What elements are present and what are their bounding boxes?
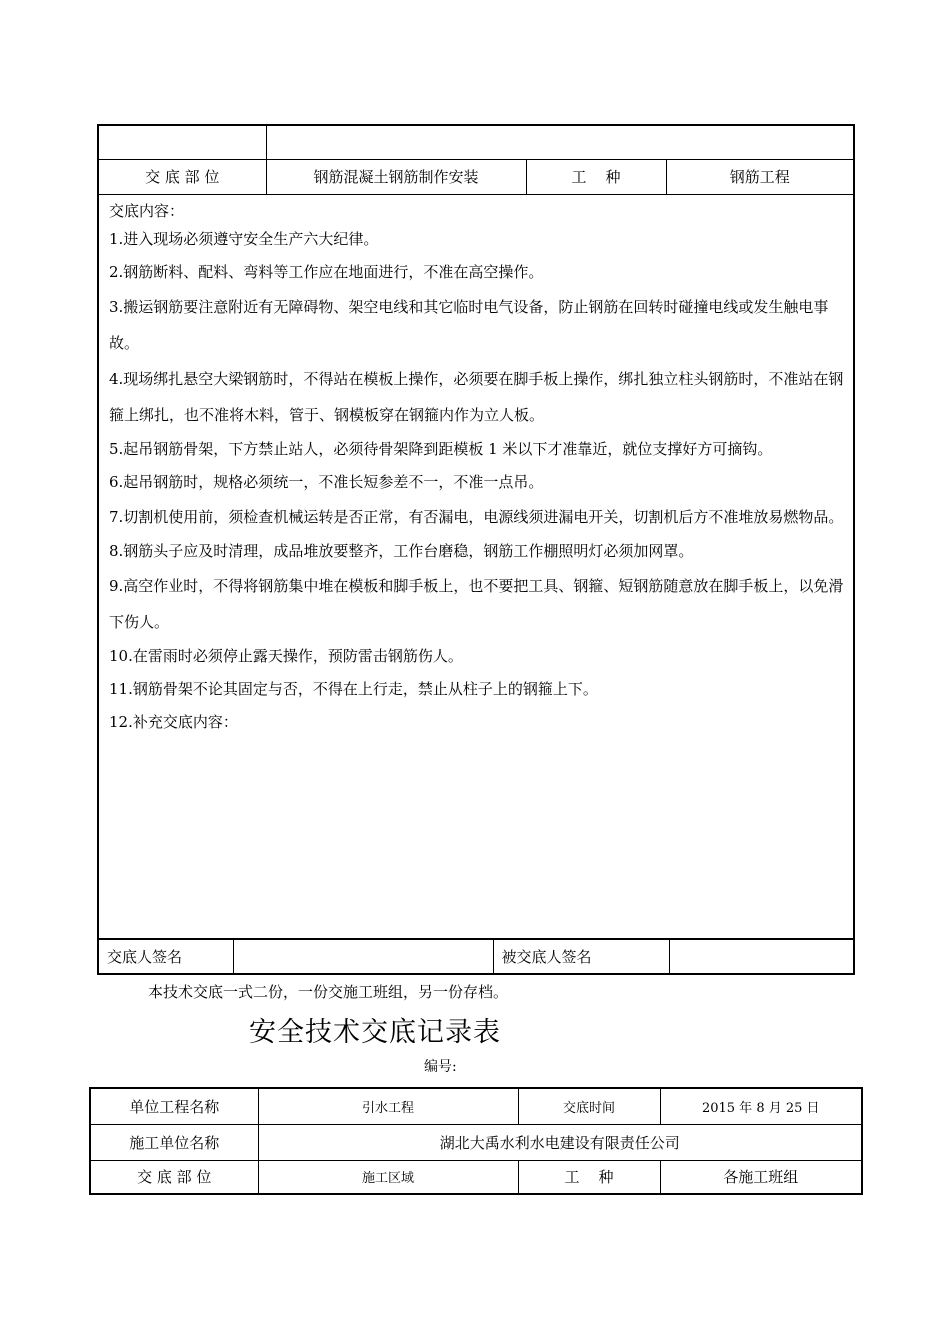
work-type-label: 工 种 bbox=[518, 1160, 660, 1194]
copies-note: 本技术交底一式二份，一份交施工班组，另一份存档。 bbox=[148, 983, 509, 1001]
construction-unit-label: 施工单位名称 bbox=[90, 1124, 258, 1160]
table-row bbox=[90, 1088, 862, 1124]
disclosure-time-value: 2015 年 8 月 25 日 bbox=[660, 1088, 862, 1124]
table-row bbox=[98, 125, 854, 159]
table-row bbox=[98, 938, 854, 974]
recipient-sign-label: 被交底人签名 bbox=[493, 939, 669, 973]
page-title: 安全技术交底记录表 bbox=[249, 1017, 501, 1048]
work-type-value: 各施工班组 bbox=[660, 1160, 862, 1194]
section-value: 钢筋混凝土钢筋制作安装 bbox=[266, 159, 526, 194]
list-item: 6.起吊钢筋时，规格必须统一，不准长短参差不一，不准一点吊。 bbox=[109, 472, 544, 491]
safety-disclosure-table-top bbox=[97, 124, 855, 975]
serial-number-label: 编号: bbox=[424, 1059, 457, 1075]
table-row bbox=[90, 1124, 862, 1160]
list-item: 3.搬运钢筋要注意附近有无障碍物、架空电线和其它临时电气设备，防止钢筋在回转时碰撞电线或发生触电事故。 bbox=[109, 297, 829, 352]
disclosure-content-cell bbox=[98, 194, 854, 938]
signature-row bbox=[98, 938, 854, 974]
list-item: 11.钢筋骨架不论其固定与否，不得在上行走，禁止从柱子上的钢箍上下。 bbox=[109, 679, 598, 698]
table-row bbox=[90, 1160, 862, 1194]
discloser-sign-label: 交底人签名 bbox=[99, 939, 233, 973]
blank-cell bbox=[98, 125, 266, 159]
list-item: 7.切割机使用前，须检查机械运转是否正常，有否漏电，电源线须进漏电开关，切割机后方不准堆放易燃物品。 bbox=[109, 507, 844, 526]
recipient-sign-field[interactable] bbox=[669, 939, 855, 973]
project-name-label: 单位工程名称 bbox=[90, 1088, 258, 1124]
project-name-value: 引水工程 bbox=[258, 1088, 518, 1124]
discloser-sign-field[interactable] bbox=[233, 939, 493, 973]
construction-unit-value: 湖北大禹水利水电建设有限责任公司 bbox=[258, 1124, 862, 1160]
safety-disclosure-table-bottom bbox=[89, 1087, 863, 1195]
list-item: 1.进入现场必须遵守安全生产六大纪律。 bbox=[109, 229, 379, 248]
blank-cell bbox=[266, 125, 854, 159]
list-item: 12.补充交底内容： bbox=[109, 712, 238, 731]
list-item: 4.现场绑扎悬空大梁钢筋时，不得站在模板上操作，必须要在脚手板上操作，绑扎独立柱头钢筋时，不准站在钢箍上绑扎，也不准将木料，管于、钢模板穿在钢箍内作为立人板。 bbox=[109, 369, 844, 424]
work-type-label: 工 种 bbox=[526, 159, 666, 194]
list-item: 8.钢筋头子应及时清理，成品堆放要整齐，工作台磨稳，钢筋工作棚照明灯必须加网罩。 bbox=[109, 541, 694, 560]
list-item: 9.高空作业时，不得将钢筋集中堆在模板和脚手板上，也不要把工具、钢箍、短钢筋随意放在脚手板上，以免滑下伤人。 bbox=[109, 576, 844, 631]
work-type-value: 钢筋工程 bbox=[666, 159, 854, 194]
list-item: 2.钢筋断料、配料、弯料等工作应在地面进行，不准在高空操作。 bbox=[109, 262, 544, 281]
content-heading: 交底内容： bbox=[109, 201, 185, 220]
table-row bbox=[98, 194, 854, 938]
list-item: 5.起吊钢筋骨架，下方禁止站人，必须待骨架降到距模板 1 米以下才准靠近，就位支撑好方可摘钩。 bbox=[109, 439, 773, 458]
table-row bbox=[98, 159, 854, 194]
section-label: 交 底 部 位 bbox=[90, 1160, 258, 1194]
section-label: 交 底 部 位 bbox=[98, 159, 266, 194]
section-value: 施工区域 bbox=[258, 1160, 518, 1194]
disclosure-time-label: 交底时间 bbox=[518, 1088, 660, 1124]
list-item: 10.在雷雨时必须停止露天操作，预防雷击钢筋伤人。 bbox=[109, 646, 463, 665]
